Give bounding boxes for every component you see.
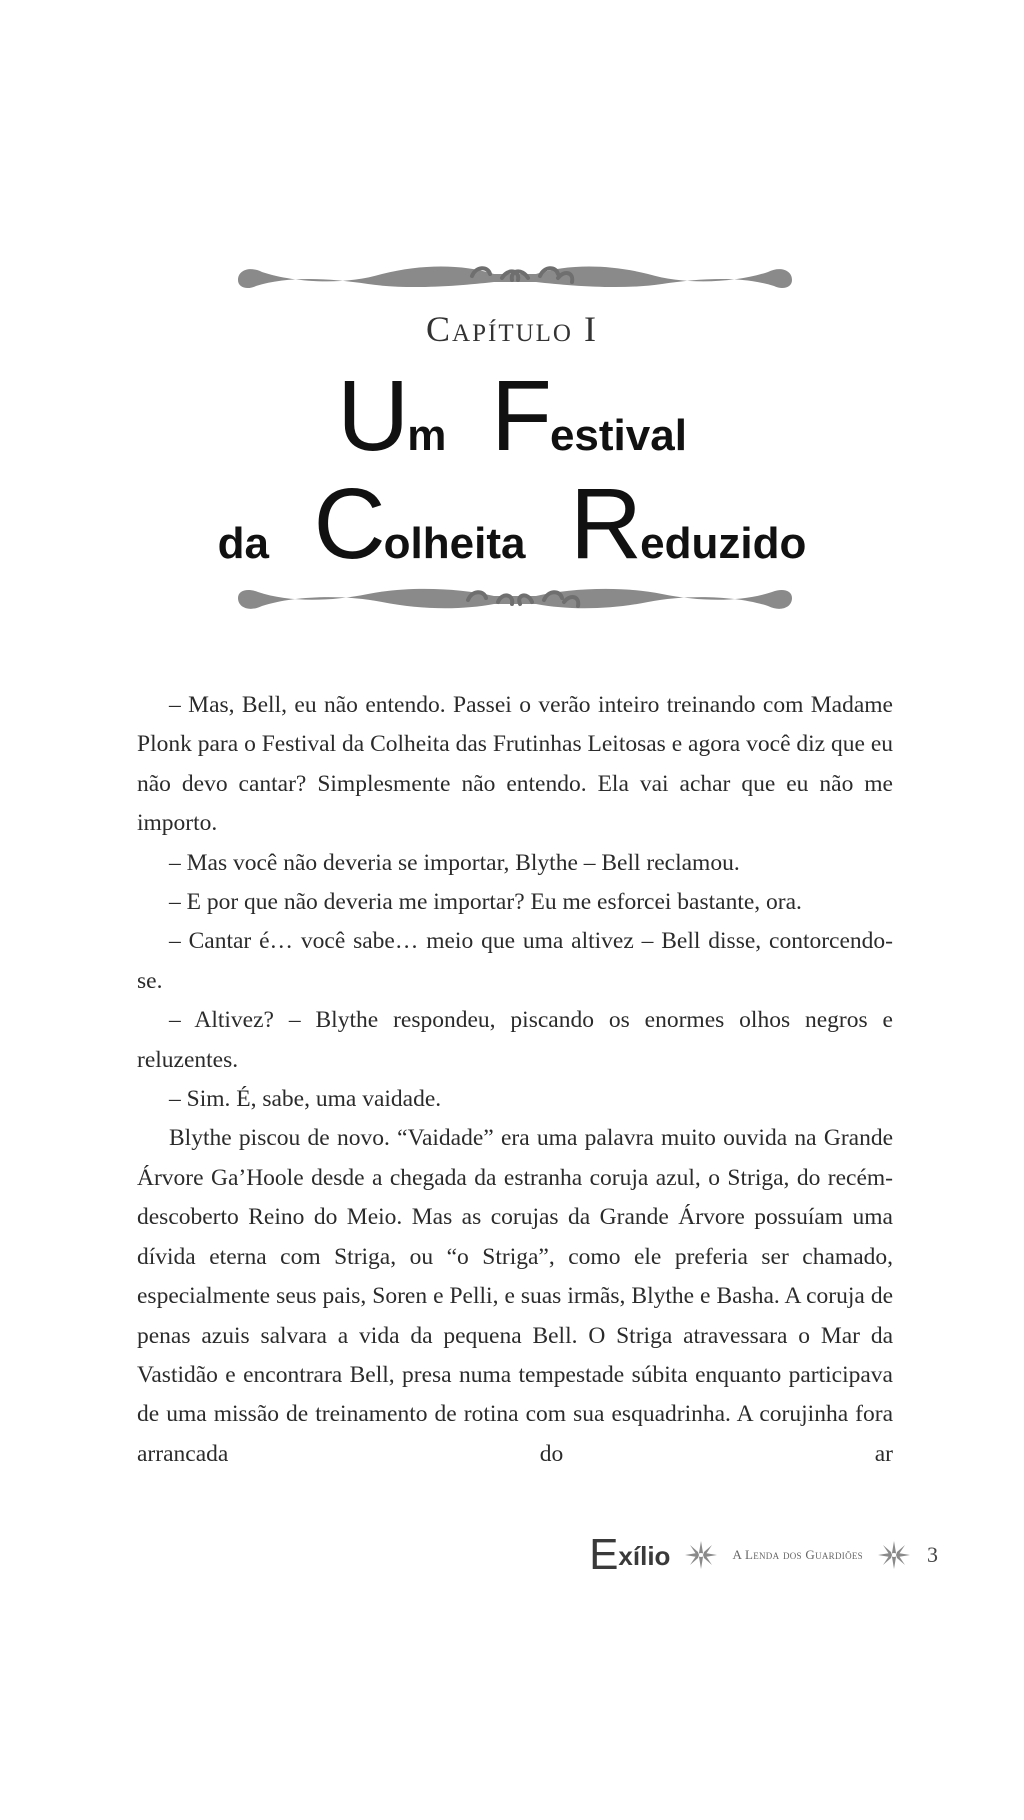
- chapter-title-line-1: [0, 360, 1024, 472]
- book-title-rest: xílio: [618, 1541, 671, 1571]
- title-word: [569, 468, 807, 580]
- paragraph: – Mas, Bell, eu não entendo. Passei o verão inteiro treinando com Madame Plonk para o Festival da Colheita das Frutinhas Leitosas e agora você diz que eu não devo cantar? Simplesmente não entendo. Ela vai achar que eu não me importo.: [137, 692, 893, 837]
- title-rest: eduzido: [640, 519, 807, 568]
- title-rest: m: [407, 411, 447, 460]
- title-rest: estival: [549, 411, 687, 460]
- paragraph: – Sim. É, sabe, uma vaidade.: [169, 1086, 442, 1113]
- chapter-title-line-2: [0, 468, 1024, 580]
- title-rest: olheita: [383, 519, 526, 568]
- title-word: [313, 468, 526, 580]
- paragraph: – Cantar é… você sabe… meio que uma altivez – Bell disse, contorcendo-se.: [137, 928, 893, 994]
- paragraph: – E por que não deveria me importar? Eu me esforcei bastante, ora.: [169, 889, 802, 916]
- compass-star-icon: [684, 1540, 718, 1570]
- chapter-body-text: [137, 686, 893, 1474]
- title-initial: C: [313, 468, 384, 580]
- book-title: [589, 1530, 670, 1580]
- title-initial: U: [337, 360, 408, 472]
- page-number: 3: [927, 1542, 938, 1567]
- compass-star-icon: [877, 1540, 911, 1570]
- series-name: A Lenda dos Guardiões: [732, 1547, 863, 1562]
- paragraph: Blythe piscou de novo. “Vaidade” era uma palavra muito ouvida na Grande Árvore Ga’Hoole desde a chegada da estranha coruja azul, o Striga, do recém-descoberto Reino do Meio. Mas as corujas da Grande Árvore possuíam uma dívida eterna com Striga, ou “o Striga”, como ele preferia ser chamado, especialmente seus pais, Soren e Pelli, e suas irmãs, Blythe e Basha. A coruja de penas azuis salvara a vida da pequena Bell. O Striga atravessara o Mar da Vastidão e encontrara Bell, presa numa tempestade súbita enquanto participava de uma missão de treinamento de rotina com sua esquadrinha. A corujinha fora arrancada do ar: [137, 1125, 893, 1467]
- chapter-label: Capítulo I: [426, 309, 598, 349]
- top-scroll-ornament: [232, 256, 798, 296]
- title-word: [337, 360, 447, 472]
- title-initial: F: [490, 360, 550, 472]
- paragraph: – Altivez? – Blythe respondeu, piscando os enormes olhos negros e reluzentes.: [137, 1007, 893, 1073]
- paragraph: – Mas você não deveria se importar, Blythe – Bell reclamou.: [169, 849, 740, 876]
- title-word: [490, 360, 687, 472]
- bottom-scroll-ornament: [232, 580, 798, 620]
- title-initial: R: [569, 468, 641, 580]
- book-title-initial: E: [589, 1530, 619, 1579]
- title-word: da: [217, 519, 269, 568]
- running-footer: [589, 1530, 938, 1580]
